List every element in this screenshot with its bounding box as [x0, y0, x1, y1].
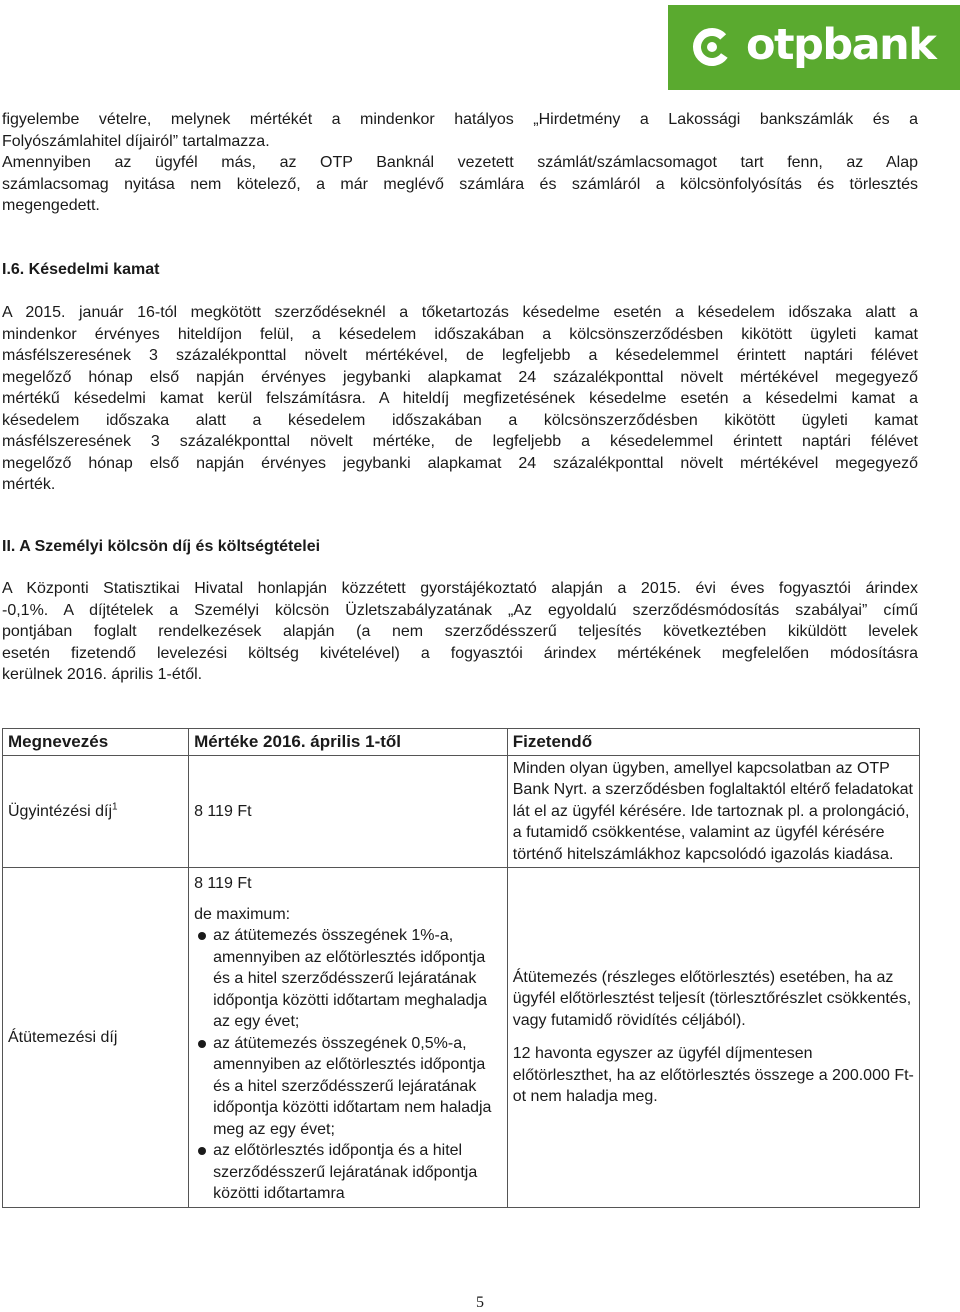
header-amount: Mértéke 2016. április 1-től — [189, 729, 508, 756]
fee-table — [2, 728, 920, 1208]
fee-amount-cell — [189, 755, 508, 868]
text-line: mértékű késedelmi kamat kerül felszámításra. A hiteldíj megfizetésének késedelme esetén a késedelmi kamat a — [2, 390, 918, 407]
page-number: 5 — [476, 1294, 484, 1311]
fee-when: Minden olyan ügyben, amellyel kapcsolatban az OTP Bank Nyrt. a szerződésben foglaltaktól eltérő feladatokat lát el az ügyfél kérésére. Ide tartoznak pl. a prolongáció, a futamidő csökkentése, valamint az ügyfél kérésére történő hitelszámlákhoz kapcsolódó igazolás kiadása. — [512, 759, 913, 863]
list-item: az előtörlesztés időpontja és a hitel szerződésszerű lejáratának időpontja közötti időtartamra — [194, 1140, 502, 1205]
table-header-row — [3, 729, 920, 756]
list-item: az átütemezés összegének 1%-a, amennyiben az előtörlesztés időpontja és a hitel szerződésszerű lejáratának időpontja közötti időtartam meghaladja az egy évet; — [194, 925, 502, 1033]
table-row — [3, 755, 920, 868]
otp-logo-mark-icon — [690, 25, 734, 69]
text-line: számlacsomag nyitása nem kötelező, a már meglévő számlára és számláról a kölcsönfolyósítás és törlesztés — [2, 175, 918, 193]
fee-when-cell — [507, 868, 919, 1208]
fee-when-note: 12 havonta egyszer az ügyfél díjmentesen előtörleszthet, ha az előtörlesztés összege a 200.000 Ft-ot nem haladja meg. — [512, 1045, 914, 1106]
section-heading-ii: II. A Személyi kölcsön díj és költségtételei — [2, 538, 321, 555]
fee-name-cell — [3, 755, 189, 868]
fee-amount-cell — [189, 868, 508, 1208]
table-row — [3, 868, 920, 1208]
alap-paragraph — [2, 152, 918, 217]
text-line: esetén fizetendő levelezési költség kivételével) a fogyasztói árindex mértékének megfelelően módosításra — [2, 644, 918, 662]
intro-paragraph — [2, 109, 918, 152]
fee-name-cell — [3, 868, 189, 1208]
text-line: A 2015. január 16-tól megkötött szerződéseknél a tőketartozás késedelme esetén a késedelem időszaka alatt a — [2, 304, 918, 321]
text-line: másfélszeresének 3 százalékponttal növelt mértéke, de legfeljebb a késedelemmel érintett naptári félévet — [2, 433, 918, 450]
text-line: megelőző hónap első napján érvényes jegybanki alapkamat 24 százalékponttal növelt mértékével megegyező — [2, 368, 918, 386]
text-line: másfélszeresének 3 százalékponttal növelt mértékével, de legfeljebb a késedelemmel érintett naptári félévet — [2, 347, 918, 364]
list-item: az átütemezés összegének 0,5%-a, amennyiben az előtörlesztés időpontja és a hitel szerződésszerű lejáratának időpontja közötti időtartam nem haladja meg az egy évet; — [194, 1033, 502, 1141]
text-line: késedelem időszaka alatt a késedelem időszakában a kölcsönszerződésben kikötött ügyleti kamat — [2, 411, 918, 429]
fee-when-cell — [507, 755, 919, 868]
fee-max-label: de maximum: — [194, 905, 291, 923]
logo-text: otpbank — [746, 20, 936, 70]
fee-amount: 8 119 Ft — [194, 802, 252, 820]
header-name: Megnevezés — [3, 729, 189, 756]
fee-name: Ügyintézési díj — [8, 802, 113, 820]
fee-amount: 8 119 Ft — [194, 875, 252, 892]
otpbank-logo — [668, 5, 960, 90]
text-line: kerülnek 2016. április 1-étől. — [2, 666, 203, 683]
fee-max-list — [194, 925, 502, 1205]
text-line: mindenkor érvényes hiteldíjon felül, a késedelem időszakában a kölcsönszerződésben kikötött ügyleti kamat — [2, 325, 918, 343]
text-line: -0,1%. A díjtételek a Személyi kölcsön Üzletszabályzatának „Az egyoldalú szerződésmódosítás szabályai” című — [2, 601, 918, 619]
text-line: Amennyiben az ügyfél más, az OTP Banknál vezetett számlát/számlacsomagot tart fenn, az Alap — [2, 154, 918, 171]
fee-when: Átütemezés (részleges előtörlesztés) esetében, ha az ügyfél előtörlesztést teljesít (törlesztőrészlet csökkentés, vagy futamidő rövidítés céljából). — [512, 968, 912, 1029]
text-line: Folyószámlahitel díjairól” tartalmazza. — [2, 132, 270, 150]
text-line: A Központi Statisztikai Hivatal honlapján közzétett gyorstájékoztató alapján a 2015. évi éves fogyasztói árindex — [2, 580, 918, 597]
text-line: mérték. — [2, 476, 56, 493]
text-line: figyelembe vételre, melynek mértékét a mindenkor hatályos „Hirdetmény a Lakossági bankszámlák és a — [2, 111, 918, 128]
text-line: pontjában foglalt rendelkezések alapján (a nem szerződésszerű teljesítés következtében kiküldött levelek — [2, 623, 918, 640]
section-heading-i6: I.6. Késedelmi kamat — [2, 261, 160, 278]
footnote-marker: 1 — [112, 801, 118, 813]
text-line: megengedett. — [2, 197, 100, 214]
fee-name: Átütemezési díj — [8, 1028, 118, 1046]
ksh-paragraph — [2, 578, 918, 686]
header-payable: Fizetendő — [507, 729, 919, 756]
kesedelmi-kamat-paragraph — [2, 302, 918, 496]
text-line: megelőző hónap első napján érvényes jegybanki alapkamat 24 százalékponttal növelt mértékével megegyező — [2, 454, 918, 472]
